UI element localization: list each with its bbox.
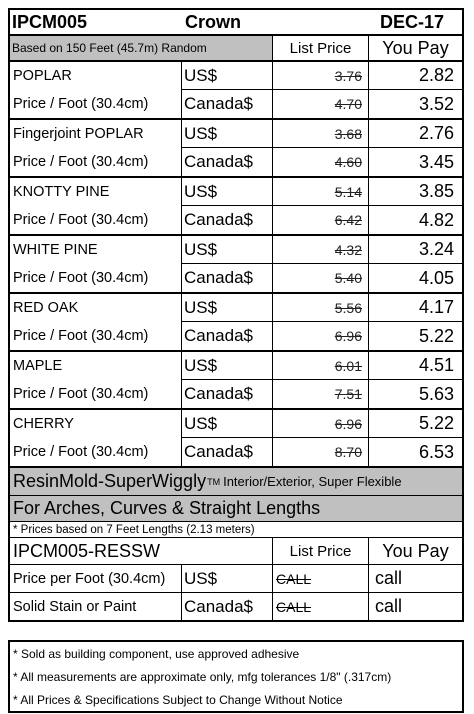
sale-price: 2.82 bbox=[369, 62, 462, 90]
resin-row-currency: Canada$ bbox=[182, 593, 273, 620]
list-price: 5.40 bbox=[273, 264, 369, 292]
resin-you-pay-header: You Pay bbox=[382, 540, 449, 561]
unit-label: Price / Foot (30.4cm) bbox=[10, 148, 182, 176]
sale-price: 5.22 bbox=[418, 325, 454, 346]
product-row bbox=[8, 236, 464, 294]
wood-species: KNOTTY PINE bbox=[10, 178, 182, 206]
notes-section bbox=[8, 640, 464, 713]
wood-species: WHITE PINE bbox=[10, 236, 182, 264]
list-price: 4.32 bbox=[273, 236, 369, 264]
column-header bbox=[8, 34, 464, 62]
sale-price: 3.52 bbox=[418, 93, 454, 114]
resin-row bbox=[10, 565, 462, 593]
trademark-mark: TM bbox=[207, 476, 221, 487]
sale-price: 3.24 bbox=[369, 236, 462, 264]
product-row bbox=[8, 62, 464, 120]
list-price: 6.01 bbox=[273, 352, 369, 380]
resin-row-pay: call bbox=[375, 596, 403, 616]
resin-row-label: Solid Stain or Paint bbox=[10, 593, 182, 620]
resin-subtitle: For Arches, Curves & Straight Lengths bbox=[10, 496, 462, 522]
product-row bbox=[8, 410, 464, 468]
sale-price: 5.22 bbox=[369, 410, 462, 438]
product-row bbox=[8, 352, 464, 410]
unit-label: Price / Foot (30.4cm) bbox=[10, 206, 182, 234]
resin-row-list: CALL bbox=[273, 565, 369, 592]
currency-label: Canada$ bbox=[182, 90, 273, 118]
resin-code: IPCM005-RESSW bbox=[10, 538, 273, 564]
list-price: 6.96 bbox=[273, 410, 369, 438]
wood-species: CHERRY bbox=[10, 410, 182, 438]
product-row bbox=[8, 294, 464, 352]
product-code: IPCM005 bbox=[12, 11, 88, 32]
product-row bbox=[8, 120, 464, 178]
sale-price: 2.76 bbox=[369, 120, 462, 148]
currency-label: Canada$ bbox=[182, 322, 273, 350]
resin-header bbox=[10, 538, 462, 565]
price-sheet bbox=[8, 8, 464, 468]
pricing-basis: Based on 150 Feet (45.7m) Random bbox=[10, 36, 273, 60]
unit-label: Price / Foot (30.4cm) bbox=[10, 322, 182, 350]
sale-price: 3.45 bbox=[418, 151, 454, 172]
resin-row-pay: call bbox=[375, 568, 403, 588]
sale-price: 3.85 bbox=[369, 178, 462, 206]
note-line: * All measurements are approximate only, mfg tolerances 1/8" (.317cm) bbox=[13, 669, 392, 684]
resin-title: ResinMold-SuperWiggly bbox=[13, 471, 207, 491]
list-price: 3.76 bbox=[273, 62, 369, 90]
currency-label: US$ bbox=[182, 410, 273, 438]
currency-label: US$ bbox=[182, 120, 273, 148]
sale-price: 4.17 bbox=[369, 294, 462, 322]
currency-label: US$ bbox=[182, 178, 273, 206]
currency-label: US$ bbox=[182, 62, 273, 90]
sale-price: 4.51 bbox=[369, 352, 462, 380]
currency-label: Canada$ bbox=[182, 148, 273, 176]
wood-species: RED OAK bbox=[10, 294, 182, 322]
resin-row bbox=[10, 593, 462, 620]
list-price: 6.96 bbox=[273, 322, 369, 350]
list-price: 4.60 bbox=[273, 148, 369, 176]
sale-price: 4.05 bbox=[418, 267, 454, 288]
sheet-header bbox=[8, 8, 464, 34]
resin-row-label: Price per Foot (30.4cm) bbox=[10, 565, 182, 592]
resin-title-row bbox=[10, 468, 462, 496]
list-price: 5.56 bbox=[273, 294, 369, 322]
resin-list-price-header: List Price bbox=[273, 538, 369, 564]
resin-note: * Prices based on 7 Feet Lengths (2.13 meters) bbox=[10, 522, 462, 538]
unit-label: Price / Foot (30.4cm) bbox=[10, 380, 182, 408]
list-price: 3.68 bbox=[273, 120, 369, 148]
currency-label: US$ bbox=[182, 352, 273, 380]
list-price: 4.70 bbox=[273, 90, 369, 118]
list-price: 6.42 bbox=[273, 206, 369, 234]
resin-row-currency: US$ bbox=[182, 565, 273, 592]
list-price-header: List Price bbox=[273, 36, 369, 60]
sale-price: 5.63 bbox=[418, 383, 454, 404]
sale-price: 6.53 bbox=[418, 441, 454, 462]
unit-label: Price / Foot (30.4cm) bbox=[10, 438, 182, 466]
note-line: * All Prices & Specifications Subject to Change Without Notice bbox=[13, 692, 343, 707]
unit-label: Price / Foot (30.4cm) bbox=[10, 264, 182, 292]
resin-section bbox=[8, 466, 464, 622]
you-pay-header: You Pay bbox=[382, 37, 449, 58]
resin-row-list: CALL bbox=[273, 593, 369, 620]
currency-label: Canada$ bbox=[182, 206, 273, 234]
product-row bbox=[8, 178, 464, 236]
price-date: DEC-17 bbox=[379, 11, 444, 32]
note-line: * Sold as building component, use approved adhesive bbox=[13, 646, 300, 661]
list-price: 5.14 bbox=[273, 178, 369, 206]
product-name: Crown bbox=[185, 11, 241, 32]
currency-label: US$ bbox=[182, 294, 273, 322]
sale-price: 4.82 bbox=[418, 209, 454, 230]
unit-label: Price / Foot (30.4cm) bbox=[10, 90, 182, 118]
resin-title-suffix: Interior/Exterior, Super Flexible bbox=[223, 474, 402, 489]
wood-species: POPLAR bbox=[10, 62, 182, 90]
list-price: 8.70 bbox=[273, 438, 369, 466]
list-price: 7.51 bbox=[273, 380, 369, 408]
currency-label: US$ bbox=[182, 236, 273, 264]
wood-species: Fingerjoint POPLAR bbox=[10, 120, 182, 148]
wood-species: MAPLE bbox=[10, 352, 182, 380]
currency-label: Canada$ bbox=[182, 380, 273, 408]
currency-label: Canada$ bbox=[182, 438, 273, 466]
currency-label: Canada$ bbox=[182, 264, 273, 292]
